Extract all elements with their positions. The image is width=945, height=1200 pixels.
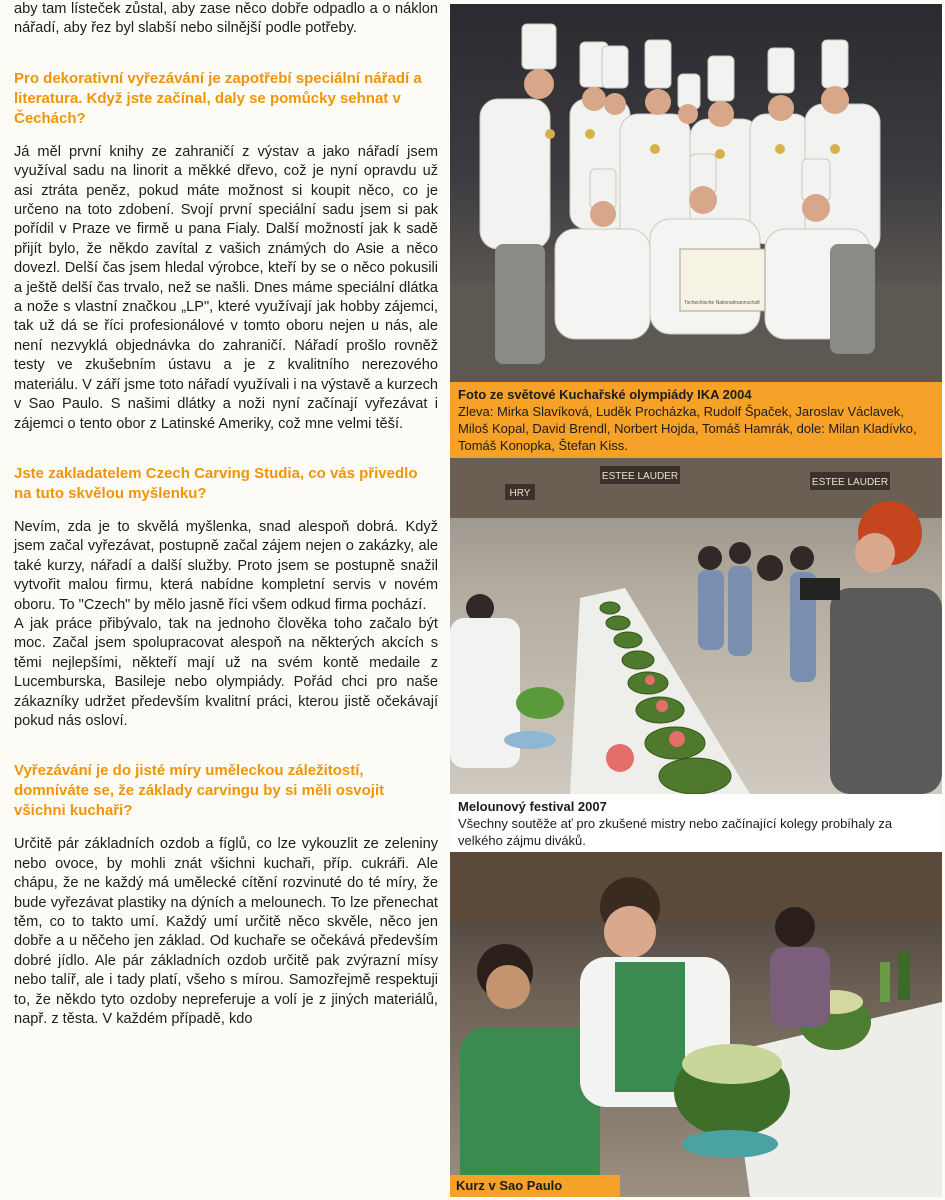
caption-festival-text: Všechny soutěže ať pro zkušené mistry nebo začínající kolegy probíhaly za velkého zájmu diváků. — [458, 816, 893, 848]
question-cooks: Vyřezávání je do jisté míry uměleckou záležitostí, domníváte se, že základy carvingu by si měli osvojit všichni kuchaři? — [14, 762, 385, 820]
photo-chefs-olympiad — [450, 4, 942, 382]
sao-paulo-illustration — [450, 852, 942, 1197]
answer-cooks: Určitě pár základních ozdob a fíglů, co lze vykouzlit ze zeleniny nebo ovoce, by mohli znát všichni kuchaři, příp. cukráři. Ale chápu, že ne každý má umělecké cítění rozvinuté do té míry, že bude vyřezávat plastiky na dýních a melounech. To lze přenechat těm, co to takto umí. Každý umí určitě něco skvěle, něco jen dobře a u něčeho jen základ. Od kuchaře se očekává především dobré jídlo. Ale pár základních ozdob určitě pak zvýrazní mísy nebo talíř, ale i tady platí, všeho s mírou. Samozřejmě respektuji to, že někdo tyto ozdoby nepreferuje a volí je z jiných materiálů, např. z těsta. V každém případě, kdo — [14, 836, 438, 1028]
photo-column — [450, 4, 942, 1197]
caption-olympiad-text: Zleva: Mirka Slavíková, Luděk Procházka, Rudolf Špaček, Jaroslav Václavek, Miloš Kopal, David Brendl, Norbert Hojda, Tomáš Hamrák, dole: Milan Kladívko, Tomáš Konopka, Štefan Kiss. — [458, 404, 917, 453]
answer-studio-part2: A jak práce přibývalo, tak na jednoho člověka toho začalo být moc. Začal jsem spolupracovat alespoň na některých akcích s těmi nejlepšími, někteří mají už na svém kontě medaile z Lucemburska, Basileje nebo olympiády. Pořád chci pro naše zákazníky udržet především kvalitní práci, kterou jistě očekávají pokud nás osloví. — [14, 615, 438, 729]
store-sign-1: ESTEE LAUDER — [601, 471, 679, 482]
answer-tools: Já měl první knihy ze zahraničí z výstav a jako nářadí jsem využíval sadu na linorit a měkké dřevo, což je nyní opravdu už asi ztráta peněz, pokud máte možnost si koupit něco, co je určeno na toto zdobení. Svojí první speciální sadu jsem si pak pořídil v Praze ve firmě u pana Fialy. Další možností jak k sadě přijít bylo, že někdo zavítal z vašich známých do Asie a něco dovezl. Delší čas jsem hledal výrobce, kteří by se o něco pokusili a ještě delší čas trvalo, než se našli. Dnes máme speciální dlátka a nože s vlastní značkou „LP", které využívají jak hobby zájemci, tak už dá se říci profesionálové v tomto oboru nejen u nás, ale není nezvyklá objednávka do zahraničí. Nářadí prošlo rovněž testy ve zkušebním ústavu a je z kvalitního nerezového materiálu. V září jsme toto nářadí využívali i na výstavě a kurzech v Sao Paulo. S našimi dlátky a noži nyní začínají vyřezávat i zájemci o tento obor z Latinské Ameriky, což mne velmi těší. — [14, 143, 438, 432]
caption-olympiad — [450, 382, 942, 458]
caption-sao-paulo-title: Kurz v Sao Paulo — [456, 1178, 563, 1193]
article-text-column — [14, 0, 438, 1029]
photo-melon-festival — [450, 458, 942, 794]
photo-sao-paulo-course — [450, 852, 942, 1197]
question-studio: Jste zakladatelem Czech Carving Studia, co vás přivedlo na tuto skvělou myšlenku? — [14, 464, 418, 502]
caption-sao-paulo — [450, 1175, 620, 1197]
answer-studio-part1: Nevím, zda je to skvělá myšlenka, snad alespoň dobrá. Když jsem začal vyřezávat, postupně začal zájem nejen o zakázky, ale také kurzy, nářadí a další služby. Proto jsem se postupně snažil vytvořit malou firmu, která nabídne kompletní servis v novém oboru. To "Czech" by mělo jasně říci všem odkud firma pochází. — [14, 518, 438, 613]
paragraph-intro: aby tam lísteček zůstal, aby zase něco dobře odpadlo a o náklon nářadí, aby řez byl slabší nebo silnější podle potřeby. — [14, 1, 438, 37]
caption-olympiad-title: Foto ze světové Kuchařské olympiády IKA 2004 — [458, 387, 752, 402]
store-sign-3: HRY — [509, 488, 531, 499]
chefs-illustration — [450, 4, 942, 382]
festival-illustration — [450, 458, 942, 794]
caption-festival-title: Melounový festival 2007 — [458, 799, 607, 814]
diploma-text: Tschechische Nationalmannschaft — [684, 300, 760, 306]
store-sign-2: ESTEE LAUDER — [811, 477, 889, 488]
caption-festival — [450, 794, 942, 852]
question-tools: Pro dekorativní vyřezávání je zapotřebí speciální nářadí a literatura. Když jste začínal, daly se pomůcky sehnat v Čechách? — [14, 69, 422, 127]
